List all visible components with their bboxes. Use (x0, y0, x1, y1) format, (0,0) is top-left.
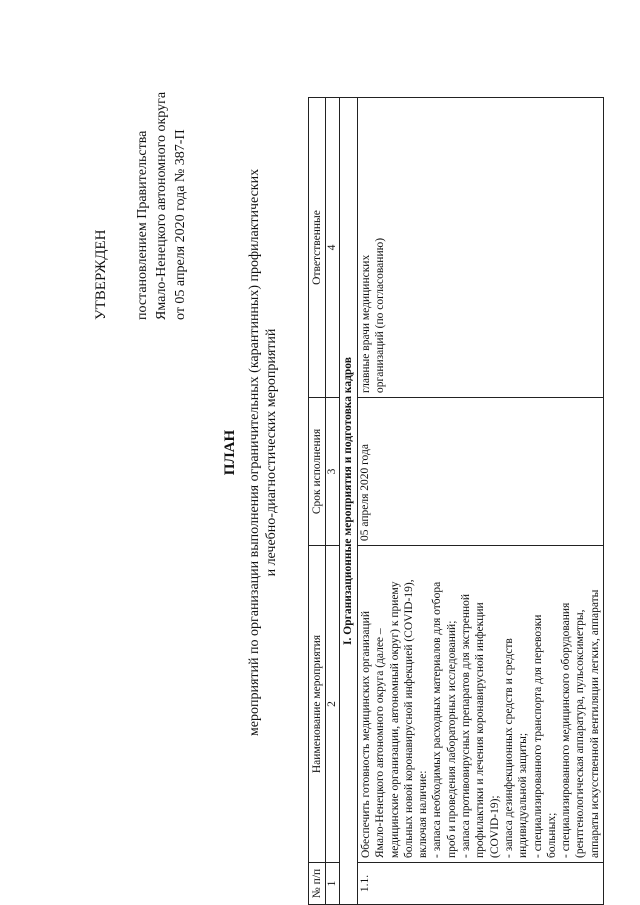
row-name-line: - запаса дезинфекционных средств и средств (502, 638, 515, 858)
row-responsible-line: организаций (по согласованию) (374, 237, 387, 393)
row-name-line: - запаса необходимых расходных материалов для отбора (431, 581, 444, 858)
plan-title: ПЛАН (222, 429, 238, 476)
row-name-line: (рентгенологическая аппаратура, пульсоксиметры, (574, 609, 587, 858)
approval-stamp: УТВЕРЖДЕН (93, 229, 109, 320)
row-name-line: больных; (545, 812, 558, 858)
approval-line: от 05 апреля 2020 года № 387-П (173, 129, 188, 320)
row-name-line: Ямало-Ненецкого автономного округа (далее – (374, 628, 387, 858)
table-header-row (309, 98, 326, 905)
row-name-line: проб и проведения лабораторных исследований; (445, 620, 458, 858)
plan-subtitle (246, 130, 280, 775)
row-name-line: медицинские организации, автономный округ) к приему (388, 581, 401, 858)
column-number: 1 (326, 863, 340, 905)
plan-table (308, 97, 604, 905)
header-name: Наименование мероприятия (309, 546, 326, 863)
approval-block (92, 20, 190, 320)
row-name-line: - запаса противовирусных препаратов для экстренной (460, 593, 473, 858)
column-number: 3 (326, 398, 340, 546)
row-name-line: (COVID-19); (488, 795, 501, 858)
approval-line: постановлением Правительства (135, 130, 150, 320)
row-name-line: индивидуальной защиты; (517, 732, 530, 858)
row-name-line: Обеспечить готовность медицинских организаций (360, 611, 372, 858)
row-name-line: больных новой коронавирусной инфекцией (COVID-19), (402, 579, 415, 858)
row-responsible (358, 98, 604, 398)
row-number: 1.1. (358, 863, 604, 905)
header-responsible: Ответственные (309, 98, 326, 398)
section-title: I. Организационные мероприятия и подготовка кадров (340, 98, 358, 905)
column-number: 4 (326, 98, 340, 398)
header-num: № п/п (309, 863, 326, 905)
row-responsible-line: главные врачи медицинских (360, 254, 372, 393)
row-name-line: - специализированного медицинского оборудования (560, 602, 573, 858)
column-number-row (326, 98, 340, 905)
row-name-line: аппараты искусственной вентиляции легких, аппараты (588, 589, 601, 858)
row-name-line: включая наличие: (417, 770, 430, 858)
row-deadline: 05 апреля 2020 года (358, 398, 604, 546)
plan-subtitle-line: мероприятий по организации выполнения ограничительных (карантинных) профилактических (247, 168, 262, 737)
plan-subtitle-line: и лечебно-диагностических мероприятий (264, 328, 279, 577)
row-name-line: - специализированного транспорта для перевозки (531, 614, 544, 858)
table-row (358, 98, 604, 905)
header-deadline: Срок исполнения (309, 398, 326, 546)
section-row (340, 98, 358, 905)
row-name-line: профилактики и лечения коронавирусной инфекции (474, 602, 487, 858)
row-name (358, 546, 604, 863)
column-number: 2 (326, 546, 340, 863)
approval-line: Ямало-Ненецкого автономного округа (154, 91, 169, 320)
